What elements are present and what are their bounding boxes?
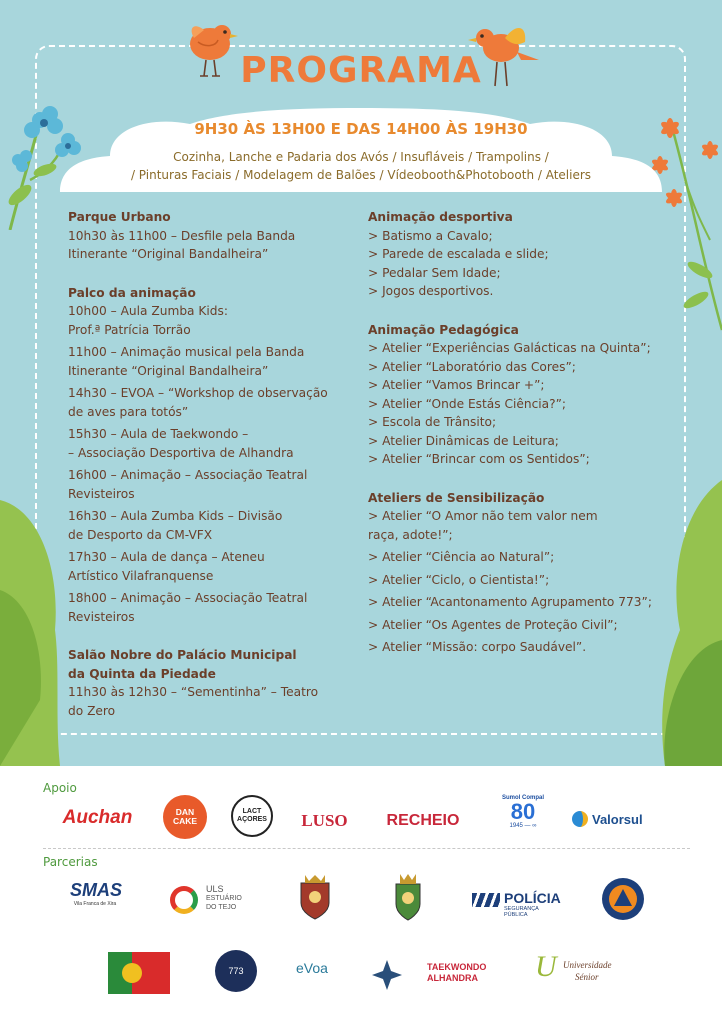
- lact-logo-text: LACT AÇORES: [237, 808, 267, 823]
- taekwondo-line-1: TAEKWONDO: [427, 962, 487, 972]
- lact-acores-logo: [231, 795, 273, 837]
- palco-item-8-b: Revisteiros: [68, 609, 135, 624]
- uls-logo-sub2: DO TEJO: [206, 904, 237, 911]
- palco-item-7-b: Artístico Vilafranquense: [68, 568, 214, 583]
- auchan-logo: [55, 803, 140, 833]
- palco-item-8-a: 18h00 – Animação – Associação Teatral: [68, 591, 308, 605]
- agrupamento-773-logo: [215, 950, 257, 992]
- activities-line-1: Cozinha, Lanche e Padaria dos Avós / Insufláveis / Trampolins /: [173, 150, 549, 164]
- palco-item-2-a: 11h00 – Animação musical pela Banda: [68, 345, 305, 359]
- valorsul-logo: [572, 806, 658, 832]
- palco-item-4-a: 15h30 – Aula de Taekwondo –: [68, 427, 249, 441]
- schedule-hours: 9H30 ÀS 13H00 E DAS 14H00 ÀS 19H30: [194, 120, 528, 138]
- desportiva-item-3: > Pedalar Sem Idade;: [368, 265, 501, 280]
- pedagogica-item-2: > Atelier “Laboratório das Cores”;: [368, 359, 576, 374]
- section-title-parque: Parque Urbano: [68, 210, 171, 224]
- pedagogica-item-7: > Atelier “Brincar com os Sentidos”;: [368, 452, 590, 466]
- psp-icon: [472, 893, 500, 907]
- page-title: PROGRAMA: [240, 50, 482, 91]
- uls-icon: [170, 886, 198, 914]
- sensibilizacao-item-6: > Atelier “Missão: corpo Saudável”.: [368, 640, 587, 654]
- pedagogica-item-5: > Escola de Trânsito;: [368, 415, 497, 429]
- sensibilizacao-item-1-a: > Atelier “O Amor não tem valor nem: [368, 509, 598, 523]
- psp-logo-sub: SEGURANÇA PÚBLICA: [504, 906, 539, 918]
- pedagogica-item-4: > Atelier “Onde Estás Ciência?”;: [368, 396, 567, 411]
- school-flag-logo-icon: [108, 952, 170, 994]
- auchan-logo-text: Auchan: [62, 807, 133, 828]
- left-schedule-column: [68, 208, 358, 720]
- dancake-logo: [163, 795, 207, 839]
- recheio-logo: [373, 808, 473, 834]
- sensibilizacao-item-2: > Atelier “Ciência ao Natural”;: [368, 550, 555, 564]
- section-title-desportiva: Animação desportiva: [368, 210, 513, 224]
- evoa-logo-text: eVoa: [296, 960, 328, 976]
- municipal-coat-of-arms-icon: [295, 873, 335, 921]
- universidade-line-2: Sénior: [575, 972, 599, 982]
- section-title-pedagogica: Animação Pedagógica: [368, 322, 519, 337]
- palco-item-1-b: Prof.ª Patrícia Torrão: [68, 322, 191, 337]
- uls-logo: [170, 884, 250, 918]
- uls-logo-sub1: ESTUÁRIO: [206, 895, 242, 902]
- sumol-compal-logo: [498, 795, 548, 839]
- right-schedule-column: [368, 208, 668, 657]
- civil-protection-icon: [600, 876, 646, 922]
- sumol-number: 80: [510, 799, 536, 824]
- sponsors-divider: [43, 848, 690, 849]
- uls-logo-text: ULS: [206, 884, 224, 894]
- psp-logo-text: POLÍCIA: [504, 890, 561, 906]
- palco-item-4-b: – Associação Desportiva de Alhandra: [68, 445, 294, 460]
- left-bush: [0, 470, 70, 766]
- desportiva-item-1: > Batismo a Cavalo;: [368, 228, 493, 243]
- activities-line-2: / Pinturas Faciais / Modelagem de Balões / Vídeobooth&Photobooth / Ateliers: [130, 168, 592, 182]
- section-title-salao-1: Salão Nobre do Palácio Municipal: [68, 648, 297, 662]
- taekwondo-line-2: ALHANDRA: [427, 973, 478, 983]
- desportiva-item-4: > Jogos desportivos.: [368, 284, 494, 298]
- psp-logo: [472, 890, 562, 918]
- smas-logo: [70, 880, 123, 918]
- valorsul-logo-text: Valorsul: [592, 811, 643, 827]
- palco-item-3-b: de aves para totós”: [68, 404, 189, 419]
- sensibilizacao-item-1-b: raça, adote!”;: [368, 527, 453, 542]
- palco-item-3-a: 14h30 – EVOA – “Workshop de observação: [68, 386, 328, 400]
- sensibilizacao-item-4: > Atelier “Acantonamento Agrupamento 773”;: [368, 595, 652, 609]
- parcerias-label: Parcerias: [43, 855, 98, 869]
- pedagogica-item-6: > Atelier Dinâmicas de Leitura;: [368, 433, 559, 448]
- palco-item-5-a: 16h00 – Animação – Associação Teatral: [68, 468, 308, 482]
- parish-coat-of-arms-icon: [388, 870, 428, 924]
- luso-logo-text: LUSO: [301, 811, 348, 830]
- pedagogica-item-1: > Atelier “Experiências Galácticas na Quinta”;: [368, 341, 651, 355]
- palco-item-7-a: 17h30 – Aula de dança – Ateneu: [68, 550, 265, 564]
- recheio-logo-text: RECHEIO: [386, 812, 460, 829]
- sumol-top-text: Sumol Compal: [501, 795, 544, 801]
- universidade-icon: U: [535, 950, 557, 983]
- evoa-logo: [296, 960, 356, 982]
- general-activities: [100, 148, 622, 184]
- valorsul-icon: [572, 811, 588, 827]
- agrupamento-773-text: 773: [228, 966, 244, 976]
- star-emblem-icon: [372, 960, 402, 990]
- salao-line-1: 11h30 às 12h30 – “Sementinha” – Teatro: [68, 685, 319, 699]
- palco-item-6-a: 16h30 – Aula Zumba Kids – Divisão: [68, 509, 283, 523]
- luso-logo: [297, 808, 352, 834]
- taekwondo-alhandra-logo: [427, 962, 499, 988]
- parque-line-1: 10h30 às 11h00 – Desfile pela Banda: [68, 228, 296, 243]
- section-title-salao-2: da Quinta da Piedade: [68, 666, 216, 681]
- salao-line-2: do Zero: [68, 703, 116, 718]
- parque-line-2: Itinerante “Original Bandalheira”: [68, 247, 269, 261]
- smas-logo-text: SMAS: [70, 880, 123, 900]
- desportiva-item-2: > Parede de escalada e slide;: [368, 247, 549, 261]
- palco-item-1-a: 10h00 – Aula Zumba Kids:: [68, 304, 228, 318]
- universidade-senior-logo: [535, 952, 615, 992]
- dancake-logo-text: DAN CAKE: [172, 807, 198, 826]
- section-title-sensibilizacao: Ateliers de Sensibilização: [368, 490, 545, 505]
- section-title-palco: Palco da animação: [68, 285, 196, 300]
- palco-item-5-b: Revisteiros: [68, 486, 135, 501]
- sensibilizacao-item-5: > Atelier “Os Agentes de Proteção Civil”;: [368, 617, 618, 632]
- smas-logo-sub: Vila Franca de Xira: [73, 901, 117, 907]
- sensibilizacao-item-3: > Atelier “Ciclo, o Cientista!”;: [368, 572, 550, 587]
- apoio-label: Apoio: [43, 781, 77, 795]
- palco-item-2-b: Itinerante “Original Bandalheira”: [68, 363, 269, 378]
- universidade-line-1: Universidade: [563, 960, 612, 970]
- pedagogica-item-3: > Atelier “Vamos Brincar +”;: [368, 378, 545, 392]
- sumol-years: 1945 — ∞: [509, 823, 537, 829]
- palco-item-6-b: de Desporto da CM-VFX: [68, 527, 213, 542]
